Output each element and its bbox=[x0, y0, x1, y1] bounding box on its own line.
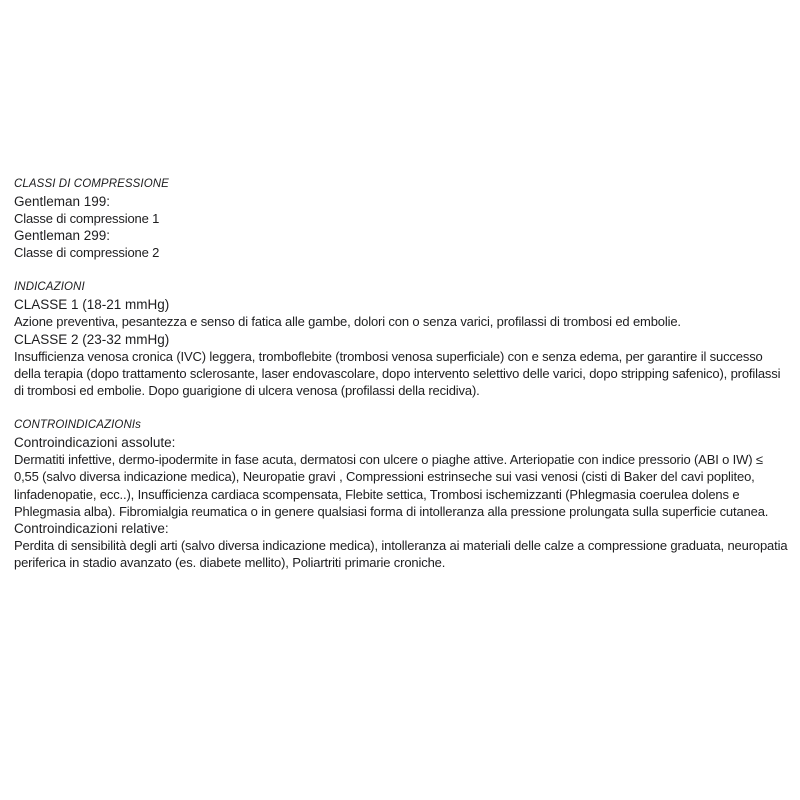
entry-label-gentleman-199: Gentleman 199: bbox=[14, 194, 111, 209]
entry-text-gentleman-199: Classe di compressione 1 bbox=[14, 211, 160, 226]
section-classi-di-compressione bbox=[14, 176, 788, 261]
section-heading-classi-di-compressione: CLASSI DI COMPRESSIONE bbox=[14, 178, 169, 190]
entry-label-classe-2: CLASSE 2 (23-32 mmHg) bbox=[14, 331, 170, 347]
section-controindicazioni bbox=[14, 417, 788, 571]
section-heading-indicazioni: INDICAZIONI bbox=[14, 281, 85, 294]
entry-text-controindicazioni-relative: Perdita di sensibilità degli arti (salvo diversa indicazione medica), intolleranza ai materiali delle calze a compressione graduata, neuropatia periferica in stadio avanzato (es. diabete mellito), Poliartriti primarie croniche. bbox=[14, 538, 788, 571]
entry-text-controindicazioni-assolute: Dermatiti infettive, dermo-ipodermite in fase acuta, dermatosi con ulcere o piaghe attive. Arteriopatie con indice pressorio (ABI o IW) ≤ 0,55 (salvo diversa indicazione medica), Neuropatie gravi , Compressioni estrinseche sui vasi venosi (cisti di Baker del cavi popliteo, linfadenopatie, ecc..), Insufficienza cardiaca scompensata, Flebite settica, Trombosi ischemizzanti (Phlegmasia coerulea dolens e Phlegmasia alba). Fibromialgia reumatica o in genere qualsiasi forma di intolleranza alla pressione prolungata sulla superficie cutanea. bbox=[14, 452, 769, 519]
entry-text-gentleman-299: Classe di compressione 2 bbox=[14, 245, 160, 261]
entry-label-classe-1: CLASSE 1 (18-21 mmHg) bbox=[14, 297, 170, 313]
section-indicazioni bbox=[14, 279, 788, 399]
entry-label-controindicazioni-relative: Controindicazioni relative: bbox=[14, 521, 169, 537]
entry-text-classe-2: Insufficienza venosa cronica (IVC) leggera, tromboflebite (trombosi venosa superficiale) con e senza edema, per garantire il successo della terapia (dopo trattamento sclerosante, laser endovascolare, dopo intervento selettivo delle varici, dopo stripping safenico), profilassi di trombosi ed embolie. Dopo guarigione di ulcera venosa (profilassi della recidiva). bbox=[14, 348, 781, 399]
entry-label-gentleman-299: Gentleman 299: bbox=[14, 228, 111, 244]
entry-label-controindicazioni-assolute: Controindicazioni assolute: bbox=[14, 435, 176, 451]
entry-text-classe-1: Azione preventiva, pesantezza e senso di fatica alle gambe, dolori con o senza varici, profilassi di trombosi ed embolie. bbox=[14, 314, 681, 330]
section-heading-controindicazioni: CONTROINDICAZIONIs bbox=[14, 419, 142, 432]
